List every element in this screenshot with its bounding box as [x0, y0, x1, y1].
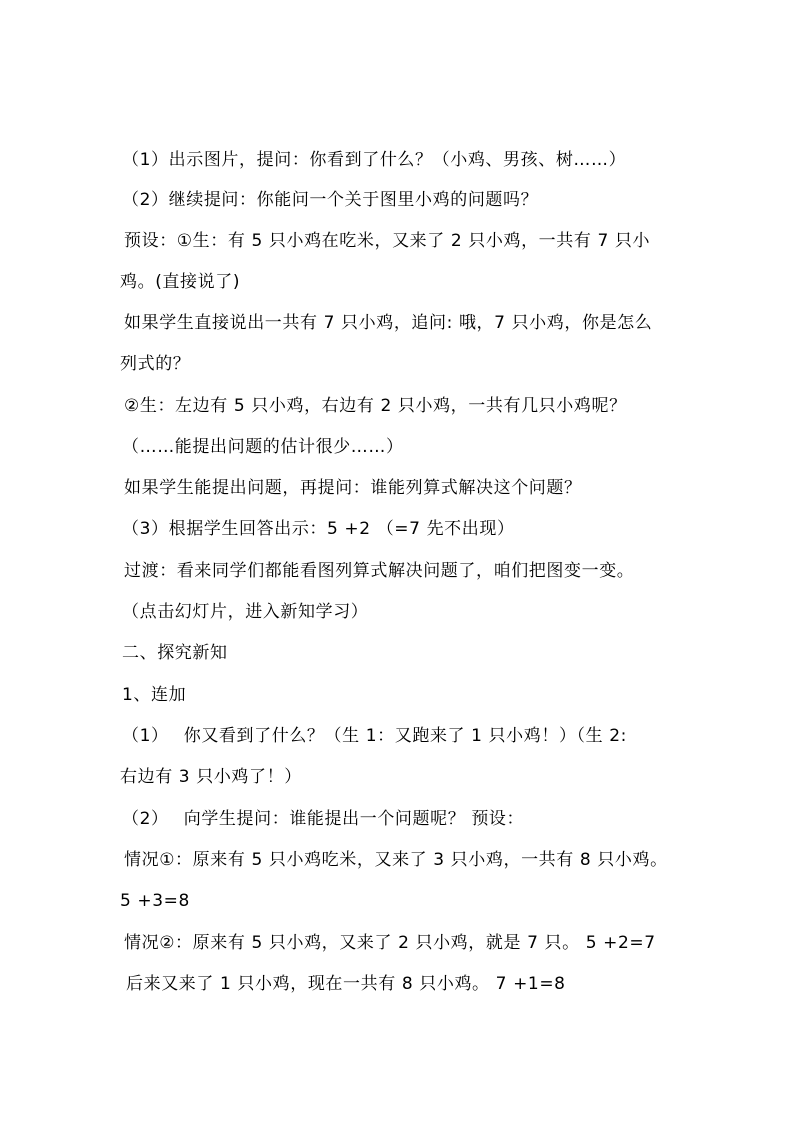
text-line-11: 过渡：看来同学们都能看图列算式解决问题了，咱们把图变一变。 — [124, 561, 635, 581]
text-line-1: （1）出示图片，提问：你看到了什么？（小鸡、男孩、树……） — [122, 150, 627, 170]
equation-line: 5 +3=8 — [120, 891, 190, 911]
subsection-heading: 1、连加 — [122, 685, 187, 705]
text-line-8: （……能提出问题的估计很少……） — [122, 437, 404, 457]
text-line-20: 情况②：原来有 5 只小鸡，又来了 2 只小鸡，就是 7 只。 5 +2=7 — [124, 933, 656, 953]
text-line-7: ②生：左边有 5 只小鸡，右边有 2 只小鸡，一共有几只小鸡呢？ — [124, 396, 627, 416]
text-line-21: 后来又来了 1 只小鸡，现在一共有 8 只小鸡。 7 +1=8 — [126, 974, 566, 994]
text-line-12: （点击幻灯片，进入新知学习） — [122, 602, 369, 622]
text-line-15: （1） 你又看到了什么？（生 1：又跑来了 1 只小鸡！）（生 2: — [122, 726, 628, 746]
text-line-4: 鸡。(直接说了) — [120, 272, 241, 292]
text-line-16: 右边有 3 只小鸡了！） — [120, 767, 302, 787]
text-line-18: 情况①：原来有 5 只小鸡吃米，又来了 3 只小鸡，一共有 8 只小鸡。 — [124, 850, 668, 870]
text-line-9: 如果学生能提出问题，再提问：谁能列算式解决这个问题？ — [124, 478, 582, 498]
section-heading: 二、探究新知 — [122, 643, 228, 663]
text-line-6: 列式的？ — [120, 354, 191, 374]
text-line-17: （2） 向学生提问：谁能提出一个问题呢？ 预设： — [122, 809, 525, 829]
text-line-10: （3）根据学生回答出示：5 +2 （=7 先不出现） — [122, 519, 515, 539]
text-line-3: 预设：①生：有 5 只小鸡在吃米，又来了 2 只小鸡，一共有 7 只小 — [124, 231, 651, 251]
text-line-5: 如果学生直接说出一共有 7 只小鸡，追问: 哦，7 只小鸡，你是怎么 — [124, 313, 653, 333]
text-line-2: （2）继续提问：你能问一个关于图里小鸡的问题吗？ — [122, 190, 539, 210]
